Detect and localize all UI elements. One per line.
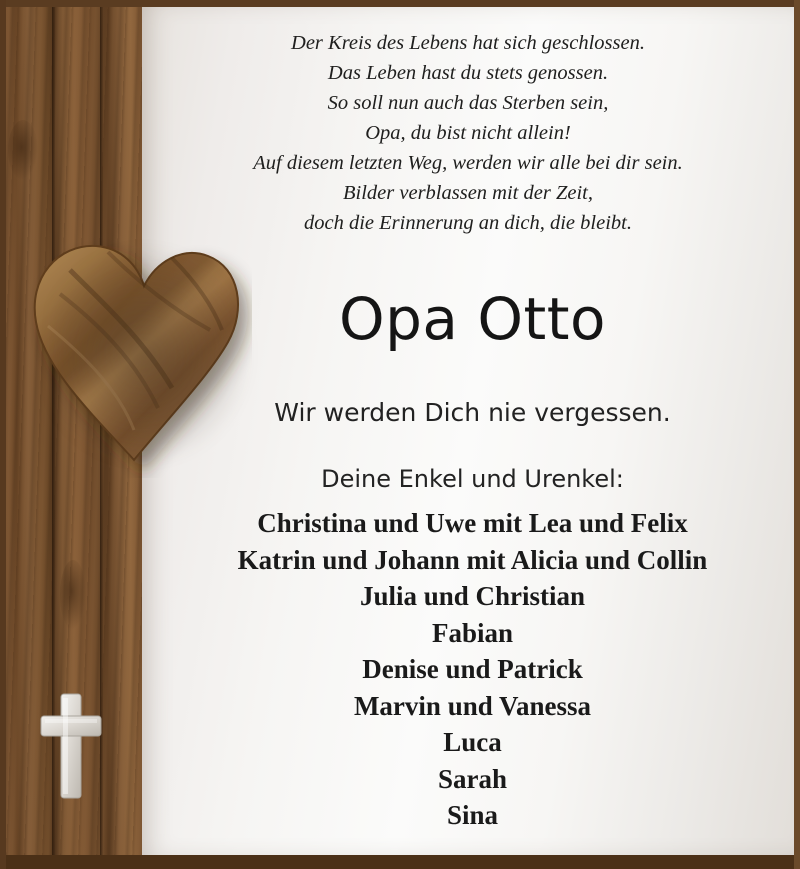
list-item: Marvin und Vanessa: [353, 690, 592, 721]
list-item: Katrin und Johann mit Alicia und Collin: [237, 544, 708, 575]
list-item: Fabian: [431, 617, 514, 648]
frame-bottom-border: [0, 855, 800, 869]
olive-wood-heart-icon: [22, 218, 252, 478]
verse-line: So soll nun auch das Sterben sein,: [327, 92, 609, 114]
memorial-verse: [142, 28, 794, 238]
list-item: Julia und Christian: [359, 581, 586, 611]
list-item: Sina: [446, 800, 499, 830]
frame-right-border: [794, 0, 800, 869]
verse-line: Bilder verblassen mit der Zeit,: [343, 182, 593, 204]
cross-svg: [38, 692, 104, 802]
verse-line: Auf diesem letzten Weg, werden wir alle bei dir sein.: [253, 152, 683, 174]
list-item: Sarah: [437, 763, 508, 794]
family-members-list: [150, 505, 795, 834]
list-item: Christina und Uwe mit Lea und Felix: [257, 508, 688, 538]
frame-top-border: [0, 0, 800, 7]
verse-line: Das Leben hast du stets genossen.: [327, 62, 609, 84]
family-heading: Deine Enkel und Urenkel:: [321, 465, 624, 493]
wood-knot: [60, 560, 86, 630]
wood-knot: [8, 120, 38, 180]
verse-line: Der Kreis des Lebens hat sich geschlossen.: [291, 32, 645, 54]
verse-line: Opa, du bist nicht allein!: [365, 122, 571, 144]
verse-line: doch die Erinnerung an dich, die bleibt.: [304, 212, 632, 234]
stone-cross-icon: [38, 692, 104, 802]
list-item: Luca: [443, 727, 502, 757]
heart-shadow: [52, 240, 257, 470]
list-item: Denise und Patrick: [362, 654, 583, 684]
deceased-name: Opa Otto: [338, 285, 607, 353]
remembrance-line: Wir werden Dich nie vergessen.: [274, 398, 671, 427]
frame-left-border: [0, 0, 6, 869]
